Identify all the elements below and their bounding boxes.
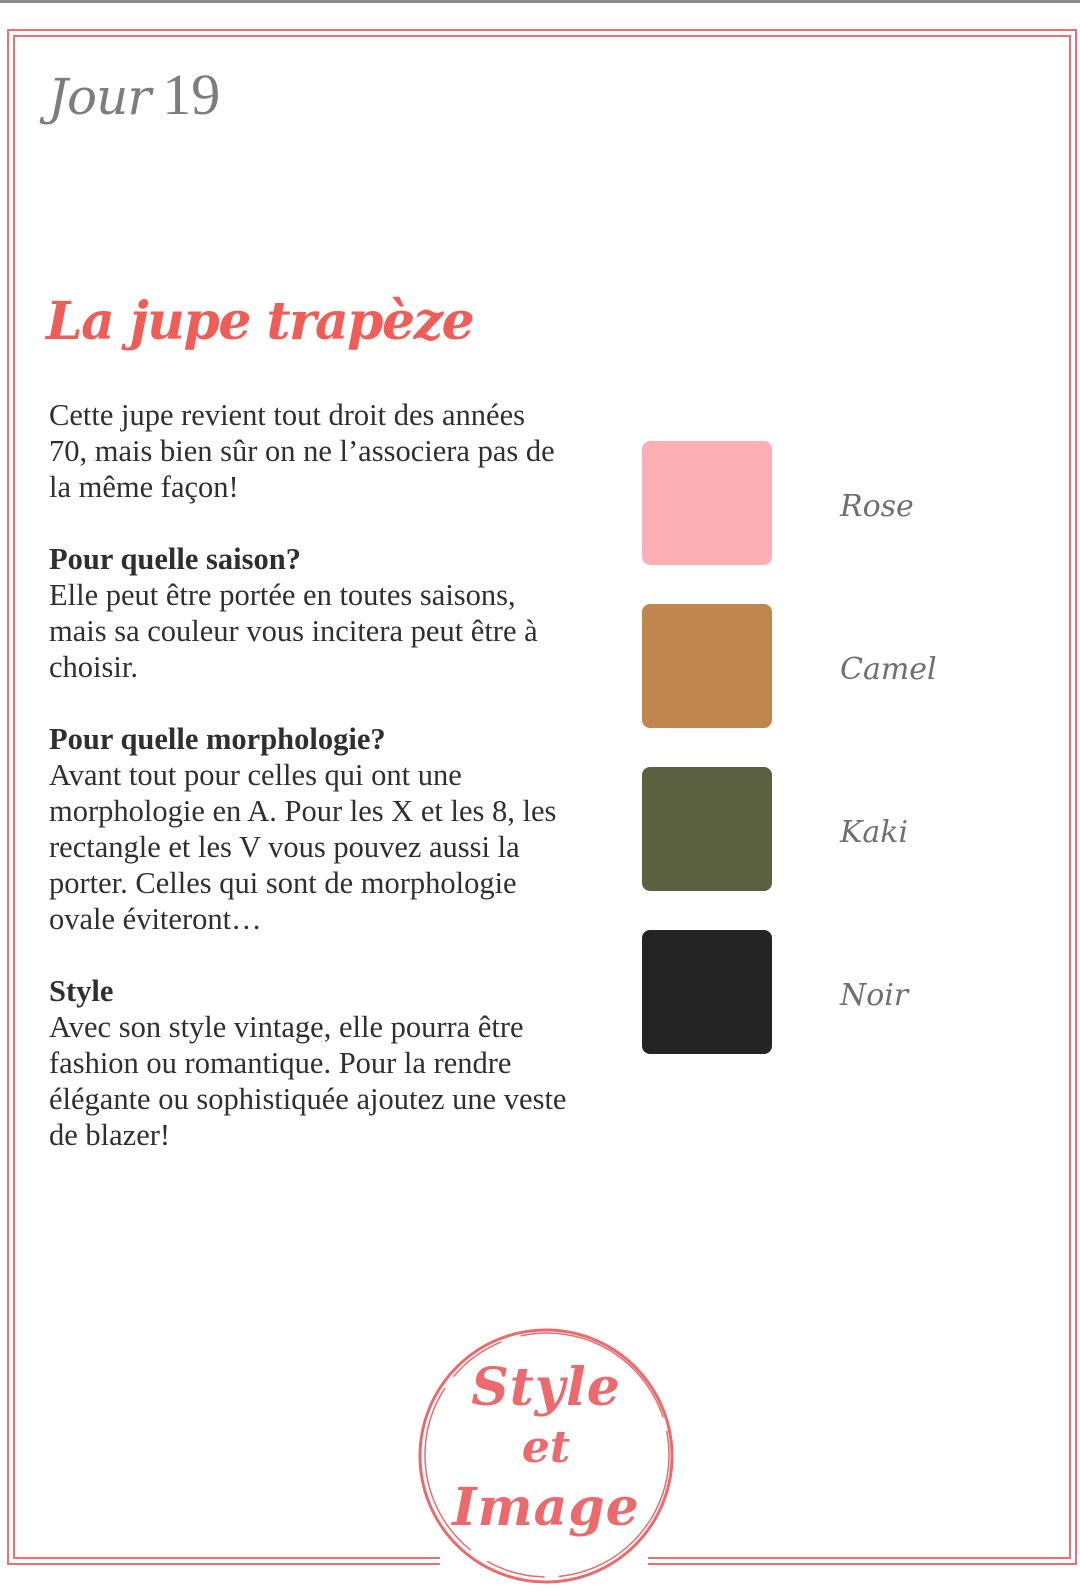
section-style — [49, 973, 569, 1153]
section-body-style: Avec son style vintage, elle pourra être fashion ou romantique. Pour la rendre élégante ou sophistiquée ajoutez une veste de blazer! — [49, 1010, 567, 1152]
section-heading-season: Pour quelle saison? — [49, 542, 301, 576]
article-body — [49, 397, 569, 1189]
logo-word-style: Style — [471, 1357, 621, 1418]
swatch-row-camel — [642, 604, 1002, 728]
section-body-season: Elle peut être portée en toutes saisons, mais sa couleur vous incitera peut être à choisir. — [49, 578, 538, 684]
day-word: Jour — [48, 68, 151, 126]
section-body-morphology: Avant tout pour celles qui ont une morphologie en A. Pour les X et les 8, les rectangle et les V vous pouvez aussi la porter. Celles qui sont de morphologie ovale éviteront… — [49, 758, 557, 936]
intro-paragraph: Cette jupe revient tout droit des années 70, mais bien sûr on ne l’associera pas de la même façon! — [49, 398, 555, 504]
swatch-label-kaki: Kaki — [840, 815, 909, 850]
day-title — [48, 62, 221, 127]
swatch-label-rose: Rose — [840, 489, 914, 524]
brand-logo — [412, 1322, 680, 1590]
day-number: 19 — [162, 62, 221, 127]
swatch-row-kaki — [642, 767, 1002, 891]
page-title: La jupe trapèze — [46, 291, 474, 352]
swatch-row-noir — [642, 930, 1002, 1054]
swatch-rose — [642, 441, 772, 565]
swatch-kaki — [642, 767, 772, 891]
section-season — [49, 541, 569, 685]
swatch-row-rose — [642, 441, 1002, 565]
swatch-camel — [642, 604, 772, 728]
section-heading-style: Style — [49, 974, 114, 1008]
swatch-noir — [642, 930, 772, 1054]
swatch-label-noir: Noir — [840, 978, 909, 1013]
swatch-label-camel: Camel — [840, 652, 937, 687]
logo-word-image: Image — [452, 1477, 640, 1538]
section-heading-morphology: Pour quelle morphologie? — [49, 722, 386, 756]
section-morphology — [49, 721, 569, 937]
logo-word-et: et — [521, 1422, 571, 1473]
